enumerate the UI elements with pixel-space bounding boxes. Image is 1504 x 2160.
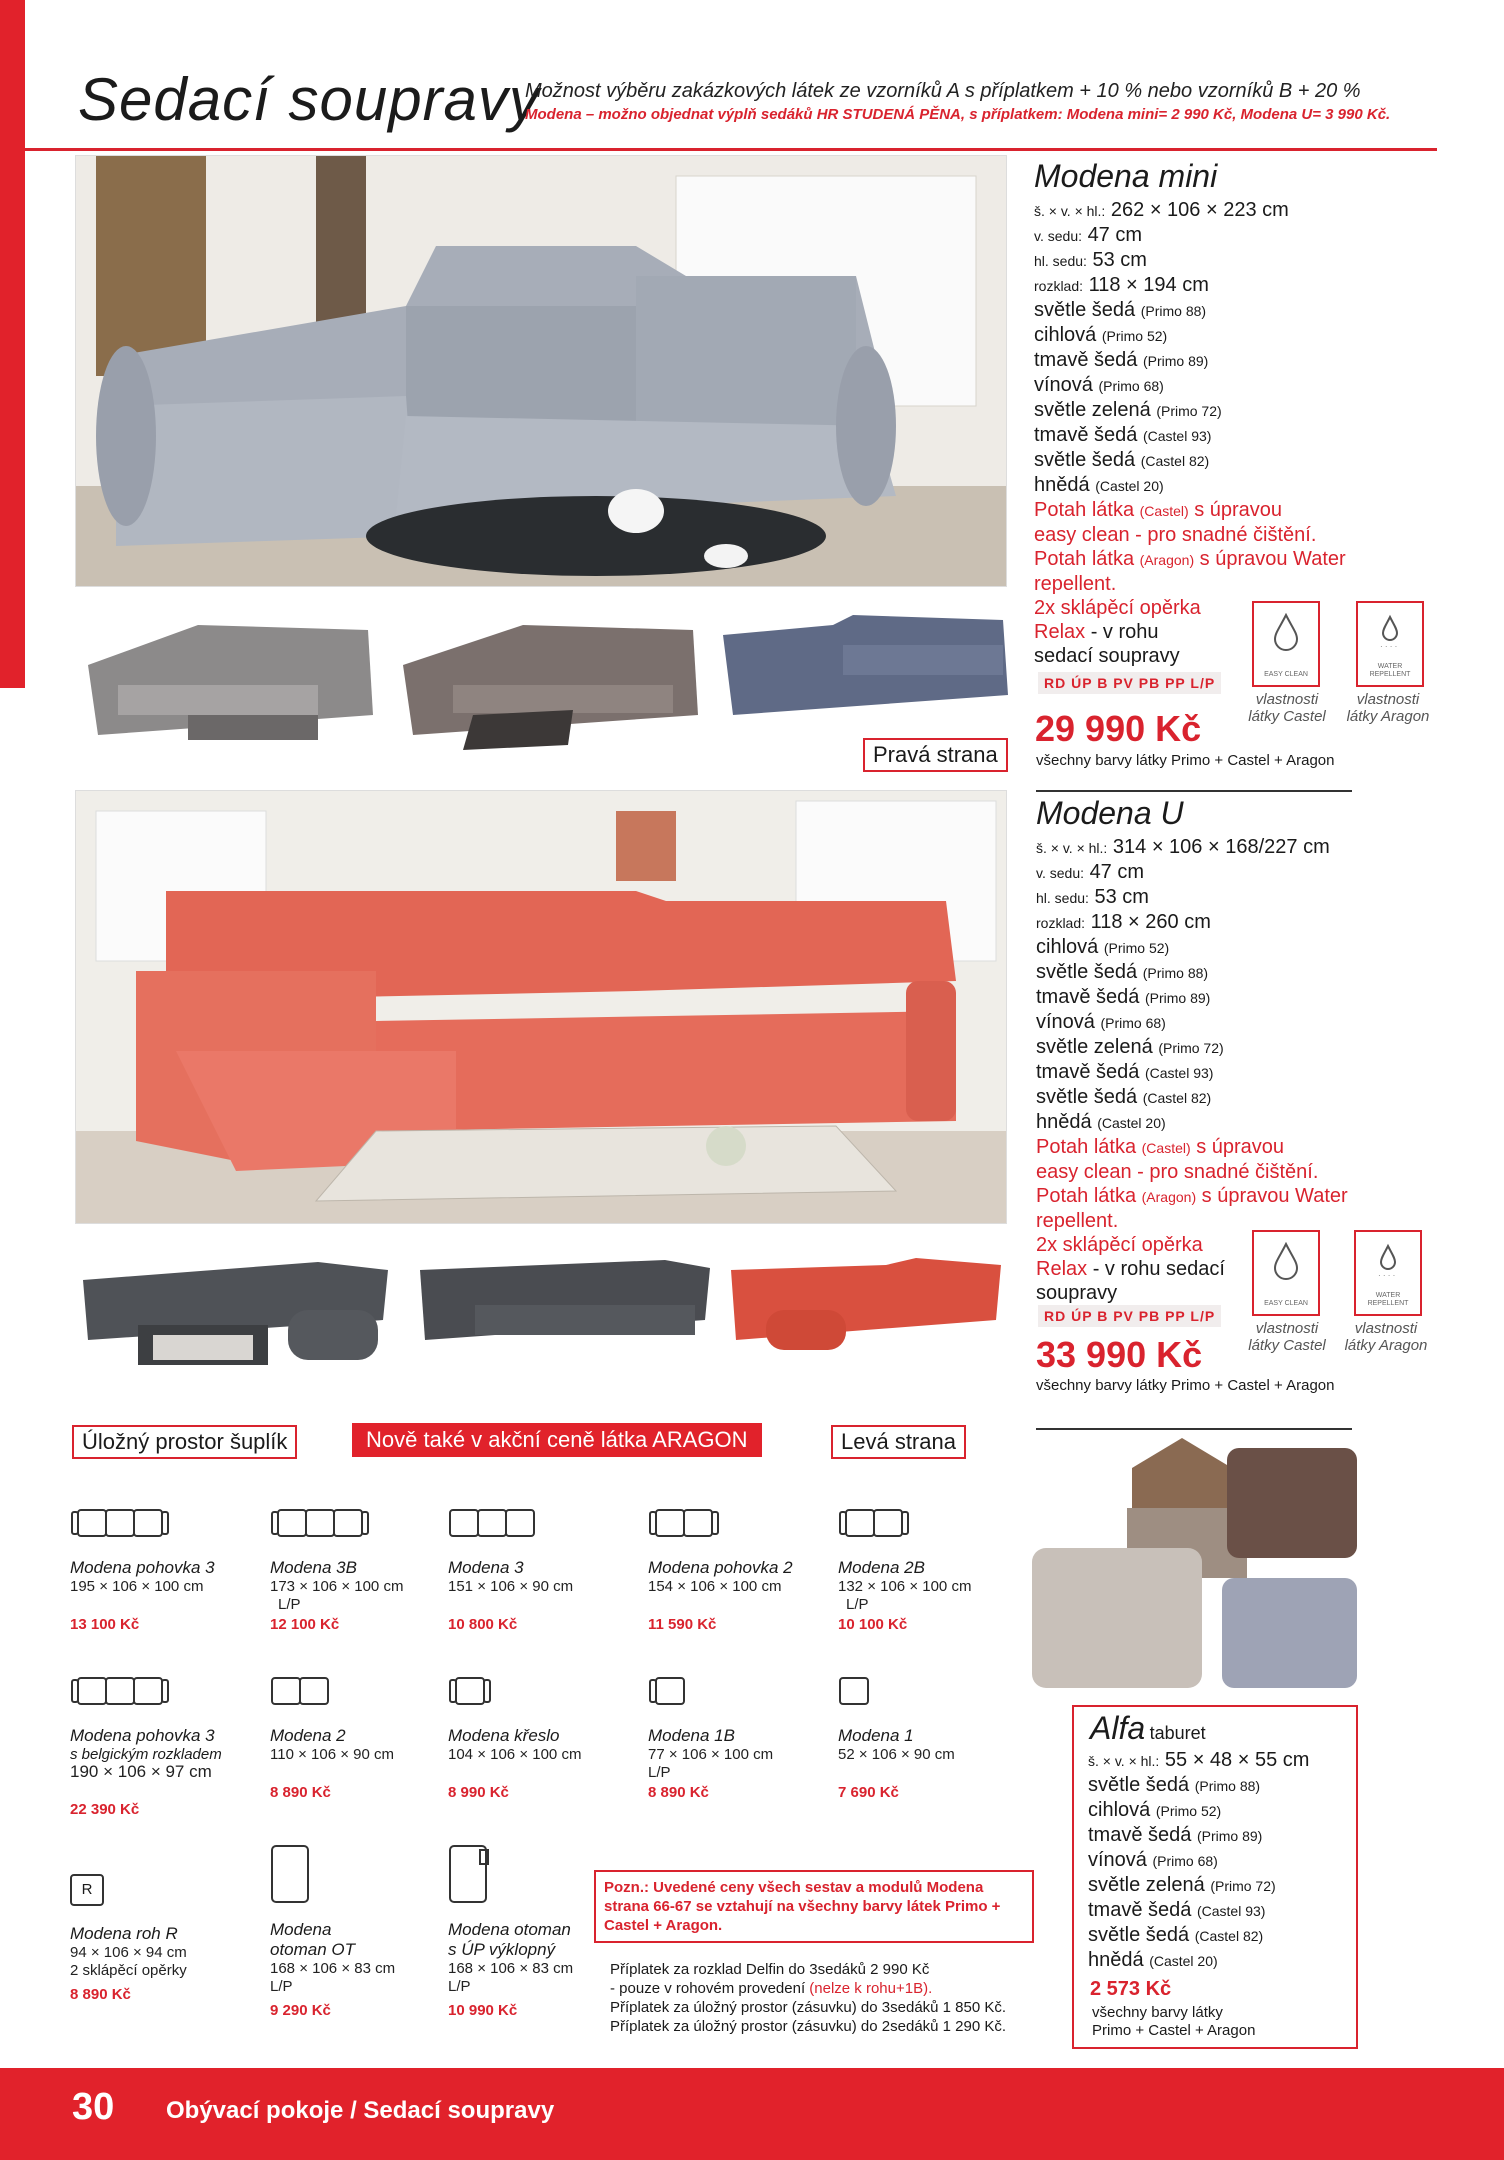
module-item: [70, 1676, 270, 1818]
surcharge-line: - pouze v rohovém provedení: [610, 1980, 810, 1997]
header-rule: [25, 148, 1437, 151]
module-item: [70, 1874, 250, 2003]
module-price: 8 890 Kč: [648, 1784, 709, 1801]
dims-value: 55 × 48 × 55 cm: [1164, 1749, 1310, 1771]
seat-depth-value: 53 cm: [1092, 249, 1147, 271]
drop-icon: [1376, 613, 1404, 651]
module-item: [838, 1508, 1028, 1633]
color-name: hnědá: [1036, 1111, 1092, 1133]
color-name: hnědá: [1088, 1949, 1144, 1971]
module-price: 13 100 Kč: [70, 1616, 140, 1633]
module-name: Modena roh R: [70, 1924, 178, 1943]
surcharge-line: Příplatek za rozklad Delfin do 3sedáků 2 990 Kč: [610, 1961, 930, 1978]
badge-caption-aragon: [1338, 1320, 1434, 1354]
modena-u-thumb-drawer: [78, 1250, 393, 1380]
module-item: [448, 1508, 638, 1633]
sofa-module-icon: [648, 1508, 838, 1544]
module-side: [838, 1764, 1038, 1782]
color-name: cihlová: [1088, 1799, 1151, 1821]
fabric-name: (Castel): [1141, 1140, 1191, 1156]
module-name: Modena 2B: [838, 1558, 925, 1577]
module-dims: 94 × 106 × 94 cm: [70, 1944, 187, 1961]
color-item: [1034, 473, 1364, 498]
relax-label: Relax: [1034, 621, 1086, 643]
color-item: [1036, 1060, 1366, 1085]
color-name: tmavě šedá: [1088, 1899, 1192, 1921]
module-name-sub: otoman OT: [270, 1940, 356, 1959]
color-item: [1088, 1848, 1348, 1873]
page-subtitle-red: Modena – možno objednat výplň sedáků HR STUDENÁ PĚNA, s příplatkem: Modena mini= 2 990 Kč, Modena U= 3 990 Kč.: [525, 106, 1391, 123]
module-item: [648, 1676, 848, 1801]
color-name: světle zelená: [1088, 1874, 1205, 1896]
feature-line: [1034, 498, 1364, 523]
module-dims: 110 × 106 × 90 cm: [270, 1746, 394, 1763]
alfa-title-wrap: [1090, 1710, 1206, 1747]
color-item: [1036, 1085, 1366, 1110]
fabric-code: (Castel 20): [1095, 478, 1164, 494]
easy-clean-badge-mini: [1252, 601, 1320, 687]
relax-label: Relax: [1036, 1258, 1088, 1280]
module-side: [70, 1781, 270, 1799]
modena-mini-thumb-right: [713, 605, 1013, 725]
color-item: [1036, 1035, 1366, 1060]
feature-text: Potah látka: [1034, 499, 1135, 521]
alfa-color-list: [1088, 1773, 1348, 1973]
color-name: světle šedá: [1034, 299, 1136, 321]
caption-line: látky Aragon: [1346, 708, 1430, 725]
color-name: cihlová: [1036, 936, 1099, 958]
module-side: [70, 1596, 260, 1614]
color-name: vínová: [1036, 1011, 1095, 1033]
fabric-code: (Castel 93): [1142, 428, 1212, 444]
feature-text: Potah látka: [1036, 1185, 1137, 1207]
relax-text-2: soupravy: [1036, 1282, 1118, 1304]
caption-line: vlastnosti: [1255, 691, 1319, 708]
easy-clean-text: EASY CLEAN: [1264, 1300, 1308, 1307]
color-name: světle zelená: [1036, 1036, 1153, 1058]
module-price: 9 290 Kč: [270, 2002, 331, 2019]
feature-text: 2x sklápěcí opěrka: [1034, 597, 1201, 619]
relax-text-2: sedací soupravy: [1034, 645, 1180, 667]
modena-u-side-label: Levá strana: [831, 1425, 966, 1459]
fabric-code: (Primo 89): [1144, 990, 1211, 1006]
fabric-name: (Aragon): [1139, 552, 1195, 568]
color-item: [1034, 373, 1364, 398]
feature-text: s úpravou Water: [1201, 1185, 1348, 1207]
module-dims: 104 × 106 × 100 cm: [448, 1746, 582, 1763]
footer-section-title: Obývací pokoje / Sedací soupravy: [166, 2097, 555, 2124]
modena-u-thumb-left: [726, 1250, 1006, 1370]
sofa-module-icon: [648, 1676, 848, 1712]
color-item: [1088, 1798, 1348, 1823]
fabric-code: (Primo 88): [1142, 965, 1209, 981]
module-item: [448, 1676, 648, 1801]
color-name: tmavě šedá: [1034, 349, 1138, 371]
module-price: 22 390 Kč: [70, 1801, 140, 1818]
seat-depth-value: 53 cm: [1094, 886, 1149, 908]
svg-text:· · · ·: · · · ·: [1380, 642, 1398, 651]
dims-label: š. × v. × hl.:: [1036, 840, 1108, 856]
color-name: cihlová: [1034, 324, 1097, 346]
module-price: 8 990 Kč: [448, 1784, 509, 1801]
module-side: 2 sklápěcí opěrky: [70, 1962, 187, 1979]
price-note-box: Pozn.: Uvedené ceny všech sestav a modulů Modena strana 66-67 se vztahují na všechny barvy látek Primo + Castel + Aragon.: [594, 1870, 1034, 1943]
module-dims: 52 × 106 × 90 cm: [838, 1746, 955, 1763]
fabric-code: (Primo 88): [1194, 1778, 1261, 1794]
modena-mini-title: Modena mini: [1034, 158, 1218, 194]
fabric-code: (Primo 72): [1156, 403, 1222, 419]
module-dims: 190 × 106 × 97 cm: [70, 1762, 212, 1781]
modena-u-price-note: všechny barvy látky Primo + Castel + Aragon: [1036, 1377, 1335, 1394]
module-item: [270, 1676, 470, 1801]
module-name: Modena 1: [838, 1726, 914, 1745]
module-price: 11 590 Kč: [648, 1616, 717, 1633]
color-name: světle šedá: [1036, 961, 1138, 983]
alfa-title: Alfa: [1090, 1710, 1146, 1746]
module-price: 10 100 Kč: [838, 1616, 908, 1633]
color-item: [1034, 423, 1364, 448]
fabric-code: (Castel 93): [1144, 1065, 1214, 1081]
module-name: Modena pohovka 2: [648, 1558, 793, 1577]
sofa-module-icon: [448, 1676, 648, 1712]
color-item: [1034, 323, 1364, 348]
module-dims: 132 × 106 × 100 cm: [838, 1578, 972, 1595]
badge-caption-castel: [1242, 691, 1332, 725]
alfa-subtitle: taburet: [1149, 1723, 1206, 1743]
drop-icon: [1272, 613, 1300, 651]
storage-drawer-label: Úložný prostor šuplík: [72, 1425, 297, 1459]
feature-line: [1036, 1184, 1366, 1209]
module-name-sub: s ÚP výklopný: [448, 1940, 556, 1959]
separator: [1036, 790, 1352, 792]
alfa-price: 2 573 Kč: [1090, 1978, 1172, 2000]
fabric-code: (Castel 82): [1194, 1928, 1264, 1944]
modena-mini-side-label: Pravá strana: [863, 738, 1008, 772]
module-name: Modena 2: [270, 1726, 346, 1745]
color-item: [1036, 985, 1366, 1010]
color-name: světle šedá: [1088, 1774, 1190, 1796]
feature-text: s úpravou: [1196, 1136, 1285, 1158]
color-item: [1088, 1873, 1348, 1898]
feature-line: [1034, 523, 1364, 547]
page-title: Sedací soupravy: [78, 66, 540, 133]
ottoman-module-icon: [270, 1844, 450, 1906]
module-dims: 168 × 106 × 83 cm: [448, 1960, 574, 1977]
dims-value: 314 × 106 × 168/227 cm: [1112, 836, 1330, 858]
fabric-name: (Castel): [1139, 503, 1189, 519]
module-price: 7 690 Kč: [838, 1784, 899, 1801]
relax-text: - v rohu sedací: [1087, 1258, 1225, 1280]
module-name: Modena křeslo: [448, 1726, 560, 1745]
svg-text:· · · ·: · · · ·: [1378, 1271, 1396, 1280]
module-dims: 168 × 106 × 83 cm: [270, 1960, 396, 1977]
left-accent-bar: [0, 0, 25, 688]
fabric-code: (Primo 72): [1210, 1878, 1276, 1894]
corner-r-badge: R: [70, 1874, 104, 1906]
modena-u-color-list: [1036, 935, 1366, 1135]
color-name: tmavě šedá: [1036, 1061, 1140, 1083]
drop-icon: [1272, 1242, 1300, 1280]
fabric-code: (Castel 20): [1097, 1115, 1166, 1131]
color-item: [1036, 935, 1366, 960]
color-name: světle šedá: [1088, 1924, 1190, 1946]
feature-text: easy clean - pro snadné čištění.: [1036, 1161, 1319, 1183]
module-side: L/P: [270, 1978, 293, 1995]
color-item: [1036, 1010, 1366, 1035]
color-item: [1088, 1898, 1348, 1923]
color-item: [1034, 348, 1364, 373]
badge-caption-castel: [1242, 1320, 1332, 1354]
feature-line: [1036, 1160, 1366, 1184]
easy-clean-badge-u: [1252, 1230, 1320, 1316]
bed-label: rozklad:: [1036, 915, 1086, 931]
caption-line: vlastnosti: [1255, 1320, 1319, 1337]
sofa-module-icon: [270, 1676, 470, 1712]
feature-line: [1034, 547, 1364, 572]
color-name: světle šedá: [1036, 1086, 1138, 1108]
modena-mini-thumb-drawer: [393, 605, 703, 755]
modena-u-price: 33 990 Kč: [1036, 1334, 1203, 1375]
color-name: tmavě šedá: [1036, 986, 1140, 1008]
alfa-note-line: Primo + Castel + Aragon: [1092, 2022, 1256, 2039]
feature-text: Potah látka: [1036, 1136, 1137, 1158]
surcharge-line: Příplatek za úložný prostor (zásuvku) do 3sedáků 1 850 Kč.: [610, 1999, 1007, 2016]
alfa-note: [1092, 2004, 1255, 2040]
seat-depth-label: hl. sedu:: [1036, 890, 1089, 906]
page-number: 30: [72, 2086, 115, 2128]
color-item: [1088, 1923, 1348, 1948]
alfa-photo: [1032, 1438, 1362, 1708]
modena-u-title: Modena U: [1036, 795, 1184, 831]
module-dims: 77 × 106 × 100 cm: [648, 1746, 774, 1763]
module-dims: 195 × 106 × 100 cm: [70, 1578, 204, 1595]
modena-u-codes: RD ÚP B PV PB PP L/P: [1038, 1305, 1221, 1327]
surcharges: [610, 1960, 1050, 2036]
fabric-code: (Primo 88): [1140, 303, 1207, 319]
aragon-promo-label: Nově také v akční ceně látka ARAGON: [352, 1423, 762, 1457]
color-name: tmavě šedá: [1088, 1824, 1192, 1846]
fabric-code: (Castel 93): [1196, 1903, 1266, 1919]
color-item: [1034, 298, 1364, 323]
sofa-module-icon: [838, 1676, 1038, 1712]
feature-text: easy clean - pro snadné čištění.: [1034, 524, 1317, 546]
fabric-code: (Castel 82): [1140, 453, 1210, 469]
fabric-code: (Primo 89): [1196, 1828, 1263, 1844]
fabric-code: (Primo 72): [1158, 1040, 1224, 1056]
bed-value: 118 × 260 cm: [1090, 911, 1211, 933]
easy-clean-text: EASY CLEAN: [1264, 671, 1308, 678]
corner-module-icon: [70, 1874, 250, 1910]
color-name: vínová: [1034, 374, 1093, 396]
module-name: Modena 1B: [648, 1726, 735, 1745]
feature-text: s úpravou Water: [1199, 548, 1346, 570]
module-name: Modena otoman: [448, 1920, 571, 1939]
module-item: [70, 1508, 260, 1633]
color-item: [1088, 1773, 1348, 1798]
module-item: [648, 1508, 838, 1633]
modena-u-main-photo: [75, 790, 1007, 1224]
water-repellent-badge-mini: [1356, 601, 1424, 687]
modena-mini-main-photo: [75, 155, 1007, 587]
fabric-code: (Primo 68): [1100, 1015, 1166, 1031]
fabric-code: (Primo 52): [1155, 1803, 1222, 1819]
module-name: Modena pohovka 3: [70, 1726, 215, 1745]
color-name: tmavě šedá: [1034, 424, 1138, 446]
seat-height-value: 47 cm: [1089, 861, 1145, 883]
seat-depth-label: hl. sedu:: [1034, 253, 1087, 269]
fabric-code: (Castel 20): [1149, 1953, 1218, 1969]
module-name: Modena pohovka 3: [70, 1558, 215, 1577]
module-side: [648, 1596, 838, 1614]
color-item: [1036, 960, 1366, 985]
water-repellent-badge-u: [1354, 1230, 1422, 1316]
sofa-module-icon: [70, 1676, 270, 1712]
module-side: [448, 1764, 648, 1782]
fabric-code: (Primo 52): [1101, 328, 1168, 344]
module-dims: 173 × 106 × 100 cm: [270, 1578, 404, 1595]
module-price: 10 800 Kč: [448, 1616, 518, 1633]
separator: [1036, 1428, 1352, 1430]
water-repellent-text: WATER REPELLENT: [1367, 1292, 1409, 1307]
fabric-code: (Primo 68): [1098, 378, 1164, 394]
module-price: 8 890 Kč: [70, 1986, 131, 2003]
caption-line: látky Castel: [1248, 1337, 1326, 1354]
module-side: L/P: [448, 1978, 471, 1995]
color-item: [1088, 1948, 1348, 1973]
color-name: vínová: [1088, 1849, 1147, 1871]
feature-text: repellent.: [1034, 573, 1117, 595]
feature-line: [1034, 572, 1364, 596]
fabric-name: (Aragon): [1141, 1189, 1197, 1205]
dims-value: 262 × 106 × 223 cm: [1110, 199, 1289, 221]
module-dims: 154 × 106 × 100 cm: [648, 1578, 782, 1595]
dims-label: š. × v. × hl.:: [1088, 1753, 1160, 1769]
feature-text: Potah látka: [1034, 548, 1135, 570]
module-price: 8 890 Kč: [270, 1784, 331, 1801]
bed-label: rozklad:: [1034, 278, 1084, 294]
color-item: [1034, 448, 1364, 473]
caption-line: látky Castel: [1248, 708, 1326, 725]
relax-text: - v rohu: [1085, 621, 1159, 643]
water-repellent-text: WATER REPELLENT: [1369, 663, 1411, 678]
feature-text: s úpravou: [1194, 499, 1283, 521]
sofa-module-icon: [448, 1508, 638, 1544]
module-side: L/P: [648, 1764, 671, 1781]
modena-mini-thumb-bed: [78, 605, 383, 755]
fabric-code: (Primo 68): [1152, 1853, 1218, 1869]
module-name-sub: s belgickým rozkladem: [70, 1746, 222, 1763]
fabric-code: (Primo 89): [1142, 353, 1209, 369]
module-item: [838, 1676, 1038, 1801]
bed-value: 118 × 194 cm: [1088, 274, 1209, 296]
page-subtitle: Možnost výběru zakázkových látek ze vzorníků A s příplatkem + 10 % nebo vzorníků B + 20 %: [525, 80, 1361, 102]
surcharge-line: Příplatek za úložný prostor (zásuvku) do 2sedáků 1 290 Kč.: [610, 2018, 1007, 2035]
color-item: [1036, 1110, 1366, 1135]
module-side: L/P: [278, 1596, 301, 1613]
color-item: [1034, 398, 1364, 423]
modena-mini-specs: [1034, 198, 1364, 668]
modena-u-thumb-bed: [415, 1250, 715, 1370]
module-price: 12 100 Kč: [270, 1616, 340, 1633]
module-side: [448, 1596, 638, 1614]
caption-line: vlastnosti: [1356, 691, 1420, 708]
fabric-code: (Castel 82): [1142, 1090, 1212, 1106]
color-name: světle zelená: [1034, 399, 1151, 421]
color-name: hnědá: [1034, 474, 1090, 496]
module-name: Modena 3B: [270, 1558, 357, 1577]
feature-text: 2x sklápěcí opěrka: [1036, 1234, 1203, 1256]
modena-mini-price-note: všechny barvy látky Primo + Castel + Aragon: [1036, 752, 1335, 769]
module-name: Modena: [270, 1920, 332, 1939]
seat-height-value: 47 cm: [1087, 224, 1143, 246]
module-side: [270, 1764, 470, 1782]
color-name: světle šedá: [1034, 449, 1136, 471]
fabric-code: (Primo 52): [1103, 940, 1170, 956]
module-name: Modena 3: [448, 1558, 524, 1577]
dims-label: š. × v. × hl.:: [1034, 203, 1106, 219]
modena-mini-codes: RD ÚP B PV PB PP L/P: [1038, 672, 1221, 694]
sofa-module-icon: [70, 1508, 260, 1544]
module-item: [270, 1844, 450, 2019]
seat-height-label: v. sedu:: [1034, 228, 1082, 244]
sofa-module-icon: [270, 1508, 460, 1544]
badge-caption-aragon: [1340, 691, 1436, 725]
alfa-note-line: všechny barvy látky: [1092, 2004, 1223, 2021]
color-item: [1088, 1823, 1348, 1848]
module-side: L/P: [846, 1596, 869, 1613]
caption-line: vlastnosti: [1354, 1320, 1418, 1337]
seat-height-label: v. sedu:: [1036, 865, 1084, 881]
sofa-module-icon: [838, 1508, 1028, 1544]
feature-line: [1036, 1135, 1366, 1160]
module-item: [270, 1508, 460, 1633]
alfa-specs: [1088, 1748, 1348, 1973]
caption-line: látky Aragon: [1344, 1337, 1428, 1354]
module-dims: 151 × 106 × 90 cm: [448, 1578, 574, 1595]
modena-mini-color-list: [1034, 298, 1364, 498]
feature-text: repellent.: [1036, 1210, 1119, 1232]
module-price: 10 990 Kč: [448, 2002, 518, 2019]
modena-mini-price: 29 990 Kč: [1035, 708, 1202, 749]
drop-icon: [1374, 1242, 1402, 1280]
surcharge-warning: (nelze k rohu+1B).: [809, 1980, 933, 1997]
